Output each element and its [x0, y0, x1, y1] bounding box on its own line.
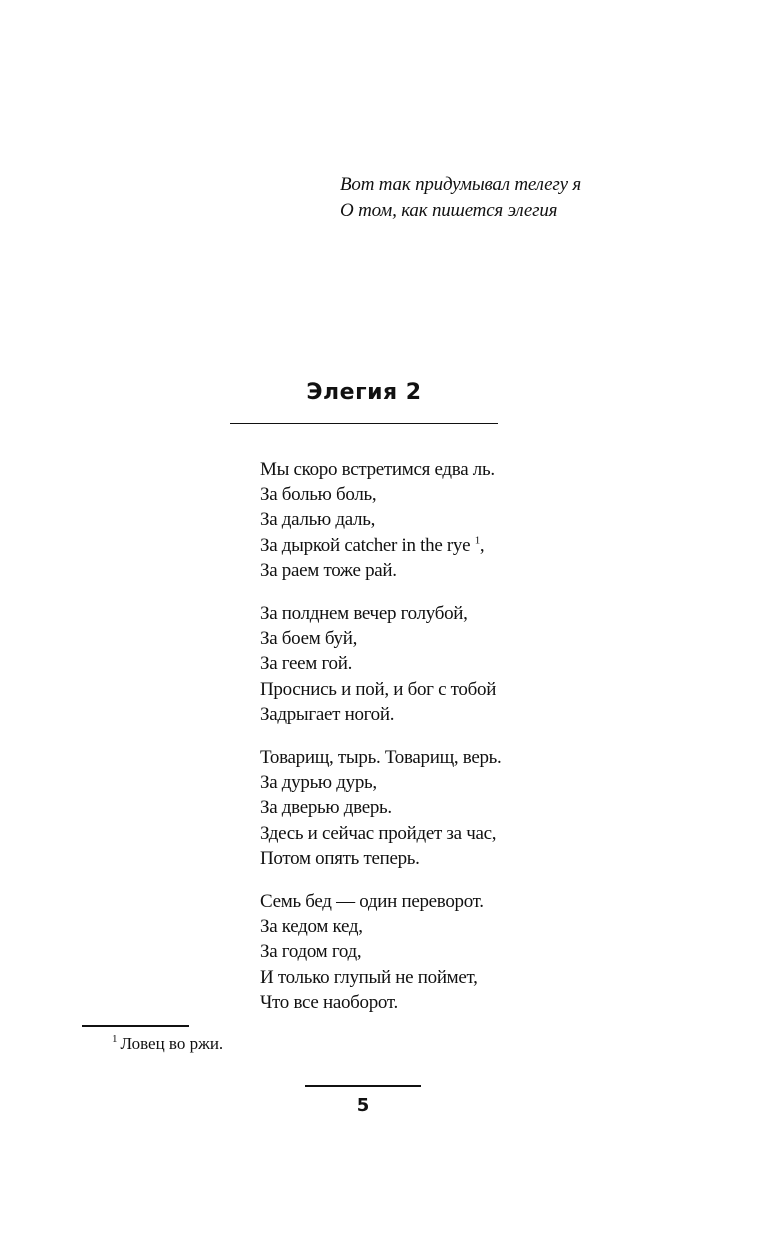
footnote-divider — [82, 1025, 189, 1027]
poem-line — [260, 533, 502, 558]
poem-line: Задрыгает ногой. — [260, 703, 395, 725]
epigraph-line: Вот так придумывал телегу я — [340, 174, 582, 195]
poem-title: Элегия 2 — [306, 380, 422, 405]
poem-line: За годом год, — [260, 941, 362, 963]
poem-line: За полднем вечер голубой, — [260, 603, 468, 625]
poem-line: За дверью дверь. — [260, 797, 392, 819]
poem-line: За раем тоже рай. — [260, 559, 397, 581]
poem-line-text: За дыркой catcher in the rye — [260, 534, 471, 556]
poem-line: За геем гой. — [260, 653, 353, 675]
page-number-divider — [305, 1085, 421, 1087]
poem-line: За болью боль, — [260, 484, 377, 506]
poem-line: Семь бед — один переворот. — [260, 891, 484, 913]
footnote-reference[interactable]: 1 — [474, 534, 480, 547]
stanza — [260, 601, 502, 727]
poem-body — [260, 457, 502, 1033]
poem-line: Мы скоро встретимся едва ль. — [260, 459, 495, 480]
title-divider — [230, 423, 498, 424]
poem-line: И только глупый не поймет, — [260, 966, 478, 988]
poem-line: Товарищ, тырь. Товарищ, верь. — [260, 747, 502, 769]
stanza — [260, 745, 502, 871]
epigraph — [340, 172, 581, 224]
poem-line: За дурью дурь, — [260, 772, 377, 794]
footnote-reference-comma: , — [479, 534, 485, 556]
footnote-mark: 1 — [112, 1033, 118, 1046]
poem-line: Потом опять теперь. — [260, 847, 420, 869]
poem-line: Что все наоборот. — [260, 991, 398, 1013]
footnote-text: Ловец во ржи. — [120, 1034, 224, 1053]
stanza — [260, 457, 502, 583]
poem-line: За кедом кед, — [260, 916, 363, 938]
poem-line: За далью даль, — [260, 509, 376, 531]
footnote — [112, 1034, 223, 1054]
poem-line: Проснись и пой, и бог с тобой — [260, 678, 497, 700]
page-number: 5 — [356, 1095, 370, 1116]
poem-line: Здесь и сейчас пройдет за час, — [260, 822, 497, 844]
epigraph-line: О том, как пишется элегия — [340, 200, 558, 221]
stanza — [260, 889, 502, 1015]
poem-line: За боем буй, — [260, 628, 358, 650]
